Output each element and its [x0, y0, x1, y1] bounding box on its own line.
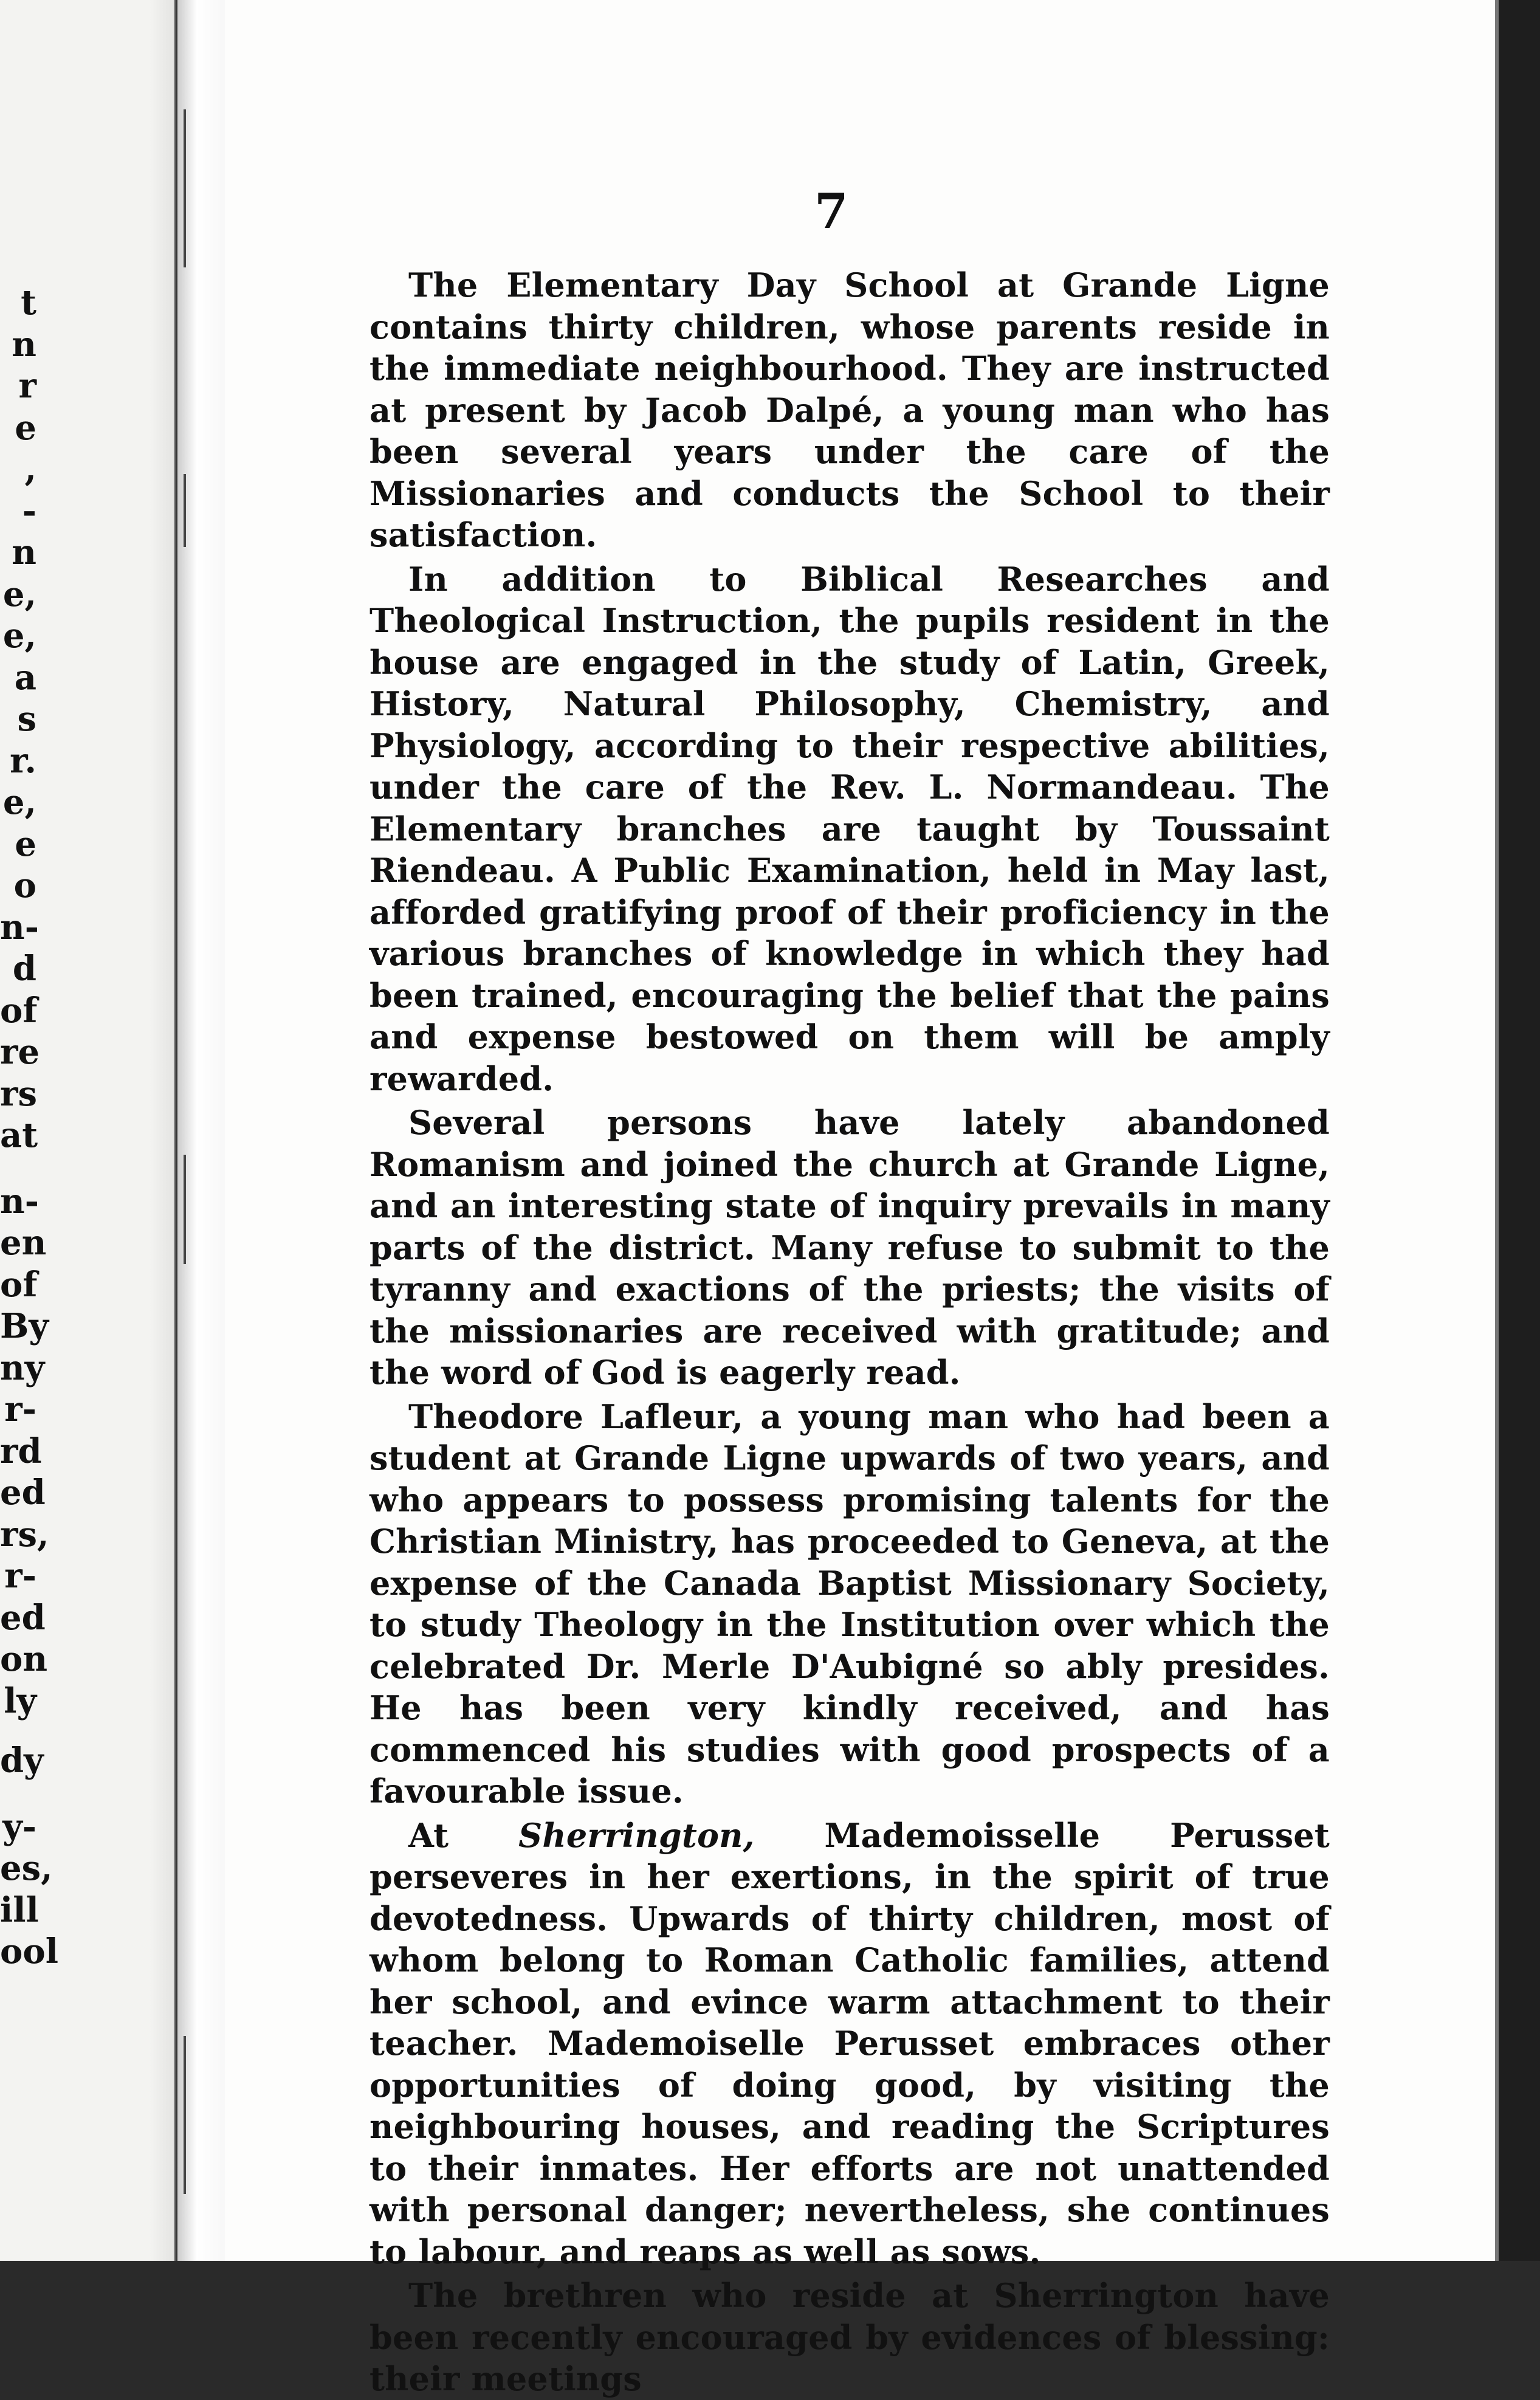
margin-fragment: ed: [0, 1473, 46, 1513]
paragraph-abandoned-romanism: Several persons have lately abandoned Romanism and joined the church at Grande Ligne, and an interesting state of inquiry prevails in many parts of the district. Many refuse to submit to the tyranny and exactions of the priests; the visits of the missionaries are received with gratitude; and the word of God is eagerly read.: [370, 1103, 1330, 1392]
margin-fragment: n: [12, 324, 36, 365]
margin-fragment: n: [12, 532, 36, 572]
margin-fragment: ool: [0, 1931, 58, 1972]
margin-fragment: r-: [4, 1556, 36, 1596]
margin-fragment: n-: [0, 1181, 39, 1222]
gutter-stitch-mark: [184, 474, 186, 547]
page-body: [370, 264, 1330, 2400]
margin-fragment: t: [21, 283, 36, 323]
margin-fragment: rd: [0, 1431, 42, 1471]
margin-fragment: ny: [0, 1347, 45, 1388]
gutter-stitch-mark: [184, 109, 186, 267]
margin-fragment: y-: [2, 1806, 36, 1847]
margin-fragment: ill: [0, 1889, 39, 1930]
margin-fragment: n-: [0, 907, 39, 947]
margin-fragment: re: [0, 1032, 40, 1072]
margin-fragment: on: [0, 1639, 48, 1679]
margin-fragment: r-: [4, 1389, 36, 1429]
margin-fragment: e,: [2, 616, 36, 656]
facing-page-edge: [0, 0, 176, 2261]
margin-fragment: e,: [2, 574, 36, 614]
margin-fragment: of: [0, 990, 38, 1031]
margin-fragment: e,: [2, 782, 36, 822]
paragraph-day-school: The Elementary Day School at Grande Ligne contains thirty children, whose parents reside in the immediate neighbourhood. They are instructed at present by Jacob Dalpé, a young man who has been several years under the care of the Missionaries and conducts the School to their satisfaction.: [370, 266, 1330, 554]
margin-fragment: By: [0, 1306, 49, 1346]
margin-fragment: r.: [10, 740, 36, 781]
margin-fragment: rs,: [0, 1514, 49, 1555]
margin-fragment: ed: [0, 1597, 46, 1638]
page-fold-edge: [150, 0, 176, 2261]
margin-fragment: en: [0, 1223, 47, 1263]
margin-fragment: ly: [4, 1680, 36, 1721]
margin-fragment: e: [15, 823, 36, 864]
paragraph-brethren: The brethren who reside at Sherrington have been recently encouraged by evidences of blessing: their meetings: [370, 2276, 1330, 2398]
margin-fragment: dy: [0, 1741, 44, 1781]
book-gutter: [176, 0, 226, 2261]
margin-fragment: rs: [0, 1073, 38, 1114]
paragraph-theodore-lafleur: Theodore Lafleur, a young man who had been a student at Grande Ligne upwards of two years, and who appears to possess promising talents for the Christian Ministry, has proceeded to Geneva, at the expense of the Canada Baptist Missionary Society, to study Theology in the Institution over which the celebrated Dr. Merle D'Aubigné so ably presides. He has been very kindly received, and has commenced his studies with good prospects of a favourable issue.: [370, 1397, 1330, 1810]
gutter-stitch-mark: [184, 1155, 186, 1264]
margin-fragment: e: [15, 407, 36, 448]
gutter-stitch-mark: [184, 2036, 186, 2194]
paragraph-biblical-researches: In addition to Biblical Researches and Theological Instruction, the pupils resident in the house are engaged in the study of Latin, Greek, History, Natural Philosophy, Chemistry, and Physiology, according to their respective abilities, under the care of the Rev. L. Normandeau. The Elementary branches are taught by Toussaint Riendeau. A Public Examination, held in May last, afforded gratifying proof of their proficiency in the various branches of knowledge in which they had been trained, encouraging the belief that the pains and expense bestowed on them will be amply rewarded.: [370, 559, 1330, 1098]
scan-right-border: [1495, 0, 1540, 2261]
paragraph-prefix: At: [408, 1815, 519, 1855]
facing-page-margin-fragments: [0, 0, 58, 2261]
margin-fragment: d: [12, 949, 36, 989]
margin-fragment: es,: [0, 1848, 53, 1888]
margin-fragment: s: [17, 699, 36, 739]
margin-fragment: r: [18, 366, 36, 406]
margin-fragment: of: [0, 1264, 38, 1305]
page-number: 7: [814, 182, 848, 239]
paragraph-text: Mademoisselle Perusset perseveres in her exertions, in the spirit of true devotedness. Upwards of thirty children, most of whom belong to Roman Catholic families, attend her school, and evince warm attachment to their teacher. Mademoiselle Perusset embraces other opportunities of doing good, by visiting the neighbouring houses, and reading the Scriptures to their inmates. Her efforts are not unattended with personal danger; nevertheless, she continues to labour, and reaps as well as sows.: [370, 1815, 1330, 2271]
margin-fragment: a: [14, 657, 36, 698]
margin-fragment: ,: [24, 449, 36, 489]
place-name-sherrington: Sherrington,: [518, 1815, 755, 1855]
paragraph-sherrington: [370, 1815, 1330, 2273]
margin-fragment: -: [22, 490, 36, 531]
margin-fragment: o: [13, 865, 36, 906]
margin-fragment: at: [0, 1115, 38, 1155]
